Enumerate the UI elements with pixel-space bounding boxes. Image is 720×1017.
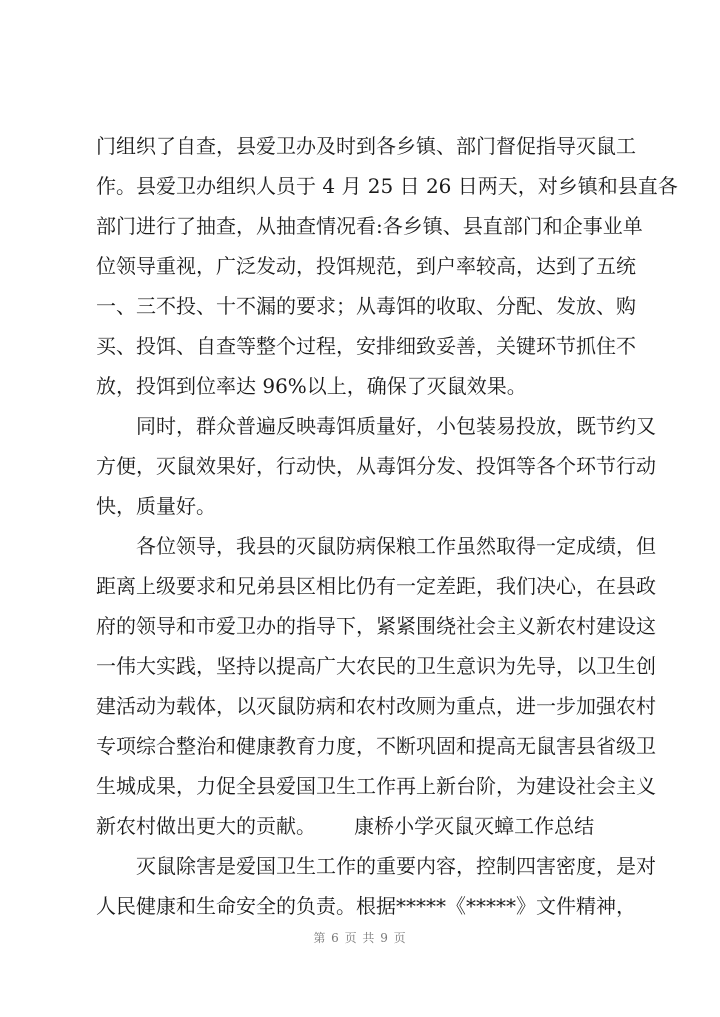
text-line: 人民健康和生命安全的负责。根据*****《*****》文件精神， xyxy=(96,894,636,918)
text-line: 各位领导，我县的灭鼠防病保粮工作虽然取得一定成绩，但 xyxy=(136,534,656,558)
text-line: 一伟大实践，坚持以提高广大农民的卫生意识为先导，以卫生创 xyxy=(96,654,656,678)
text-line: 部门进行了抽查，从抽查情况看:各乡镇、县直部门和企事业单 xyxy=(96,214,643,238)
page-number-footer: 第 6 页 共 9 页 xyxy=(313,931,407,945)
text-line: 作。县爱卫办组织人员于 4 月 25 日 26 日两天，对乡镇和县直各 xyxy=(96,174,678,198)
text-line: 距离上级要求和兄弟县区相比仍有一定差距，我们决心，在县政 xyxy=(96,574,656,598)
text-line: 府的领导和市爱卫办的指导下，紧紧围绕社会主义新农村建设这 xyxy=(96,614,656,638)
text-line: 同时，群众普遍反映毒饵质量好，小包装易投放，既节约又 xyxy=(136,414,656,438)
text-line: 买、投饵、自查等整个过程，安排细致妥善，关键环节抓住不 xyxy=(96,334,636,358)
text-line: 位领导重视，广泛发动，投饵规范，到户率较高，达到了五统 xyxy=(96,254,636,278)
text-line: 新农村做出更大的贡献。 康桥小学灭鼠灭蟑工作总结 xyxy=(96,814,595,838)
text-line: 快，质量好。 xyxy=(96,494,216,518)
text-line: 方便，灭鼠效果好，行动快，从毒饵分发、投饵等各个环节行动 xyxy=(96,454,656,478)
text-line: 放，投饵到位率达 96%以上，确保了灭鼠效果。 xyxy=(96,374,527,398)
text-line: 生城成果，力促全县爱国卫生工作再上新台阶，为建设社会主义 xyxy=(96,774,656,798)
text-line: 建活动为载体，以灭鼠防病和农村改厕为重点，进一步加强农村 xyxy=(96,694,656,718)
text-line: 一、三不投、十不漏的要求；从毒饵的收取、分配、发放、购 xyxy=(96,294,636,318)
text-line: 灭鼠除害是爱国卫生工作的重要内容，控制四害密度，是对 xyxy=(136,854,656,878)
text-line: 专项综合整治和健康教育力度，不断巩固和提高无鼠害县省级卫 xyxy=(96,734,656,758)
text-line: 门组织了自查，县爱卫办及时到各乡镇、部门督促指导灭鼠工 xyxy=(96,134,636,158)
